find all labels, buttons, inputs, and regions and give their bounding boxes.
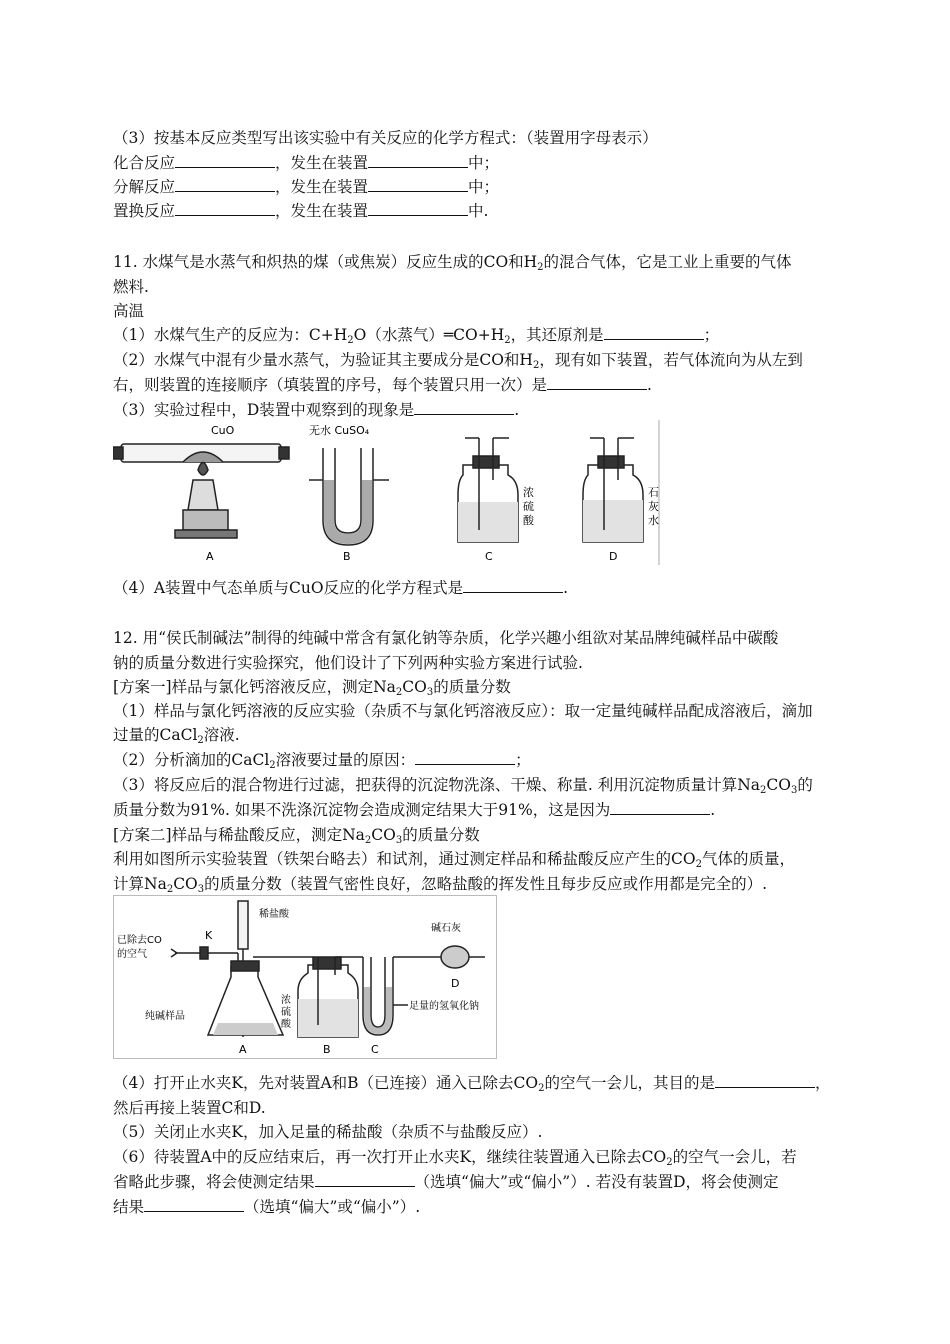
q11-stem: 11. 水煤气是水蒸气和炽热的煤（或焦炭）反应生成的CO和$H_2$的混合气体，它是工业上重要的气体 (113, 253, 792, 273)
q10-row-combination: 化合反应 ，发生在装置 中； (113, 154, 500, 172)
label-d: D (451, 977, 460, 990)
apparatus-d (433, 946, 485, 968)
label-lime: 碱石灰 (431, 923, 461, 934)
label-conc-1: 浓 (281, 995, 291, 1006)
answer-blank[interactable] (315, 1171, 415, 1187)
label-lime-2: 灰 (648, 500, 659, 513)
q11-part4: （4）A装置中气态单质与CuO反应的化学方程式是 . (113, 579, 569, 597)
label-b: B (343, 550, 351, 563)
q12-step3-cont: 质量分数为91%. 如果不洗涤沉淀物会造成测定结果大于91%，这是因为 . (113, 801, 716, 819)
label-acid-3: 酸 (523, 514, 534, 527)
answer-blank[interactable] (415, 749, 515, 765)
q11-apparatus-figure (113, 420, 663, 565)
apparatus-b (298, 957, 363, 1037)
answer-blank[interactable] (368, 176, 468, 192)
q11-part2: （2）水煤气中混有少量水蒸气，为验证其主要成分是CO和$H_2$，现有如下装置，若气体流向为从左到 (113, 351, 803, 371)
q12-apparatus-figure (113, 895, 498, 1060)
label-a: A (239, 1043, 247, 1056)
q12-plan1: [方案一]样品与氯化钙溶液反应，测定$Na_2CO_3$的质量分数 (113, 678, 511, 698)
answer-blank[interactable] (175, 200, 275, 216)
label-conc-2: 硫 (281, 1007, 291, 1018)
answer-blank[interactable] (547, 374, 647, 390)
label-air-2: 的空气 (117, 949, 147, 960)
q12-step6: （6）待装置A中的反应结束后，再一次打开止水夹K，继续往装置通入已除去$CO_2$的空气一会儿，若 (113, 1148, 797, 1168)
q12-step6-end: 结果 （选填“偏大”或“偏小”）. (113, 1198, 421, 1216)
label-d: D (609, 550, 618, 563)
label-acid: 稀盐酸 (259, 909, 289, 920)
q12-step4: （4）打开止水夹K，先对装置A和B（已连接）通入已除去$CO_2$的空气一会儿，其目的是 ， (113, 1074, 831, 1094)
apparatus-c (458, 438, 518, 542)
label-acid-2: 硫 (523, 500, 534, 513)
q10-row-decomposition: 分解反应 ，发生在装置 中； (113, 178, 500, 196)
answer-blank[interactable] (368, 152, 468, 168)
label-naoh: 足量的氢氧化钠 (409, 1001, 479, 1012)
apparatus-d (583, 438, 643, 542)
q12-stem: 12. 用“侯氏制碱法”制得的纯碱中常含有氯化钠等杂质，化学兴趣小组欲对某品牌纯碱样品中碳酸 (113, 629, 779, 647)
q12-step3: （3）将反应后的混合物进行过滤，把获得的沉淀物洗涤、干燥、称量. 利用沉淀物质量计算$Na_2CO_3$的 (113, 776, 813, 796)
answer-blank[interactable] (414, 399, 514, 415)
label-conc-3: 酸 (281, 1019, 291, 1030)
q10-row-displacement: 置换反应 ，发生在装置 中. (113, 202, 489, 220)
answer-blank[interactable] (368, 200, 468, 216)
q12-step6-cont: 省略此步骤，将会使测定结果 （选填“偏大”或“偏小”）. 若没有装置D，将会使测定 (113, 1173, 779, 1191)
q11-stem-cont: 燃料. (113, 278, 149, 296)
answer-blank[interactable] (715, 1072, 815, 1088)
q12-step1: （1）样品与氯化钙溶液的反应实验（杂质不与氯化钙溶液反应）：取一定量纯碱样品配成溶液后，滴加 (113, 702, 813, 720)
q12-step4-cont: 然后再接上装置C和D. (113, 1099, 266, 1117)
apparatus-a (113, 444, 289, 538)
label-acid-1: 浓 (523, 486, 534, 499)
label-cuo: CuO (211, 424, 235, 437)
apparatus-b (309, 448, 389, 545)
label-b: B (323, 1043, 331, 1056)
inlet-pipe (171, 947, 238, 973)
answer-blank[interactable] (175, 152, 275, 168)
label-c: C (485, 550, 493, 563)
answer-blank[interactable] (144, 1196, 244, 1212)
label-lime-3: 水 (648, 514, 659, 527)
label-a: A (206, 550, 214, 563)
label-c: C (371, 1043, 379, 1056)
q11-part1: （1）水煤气生产的反应为：$C+H_2O$（水蒸气）$═CO+H_2$，其还原剂是 ； (113, 326, 720, 346)
answer-blank[interactable] (175, 176, 275, 192)
q12-plan2-desc-cont: 计算$Na_2CO_3$的质量分数（装置气密性良好，忽略盐酸的挥发性且每步反应或作用都是完全的）. (113, 875, 768, 895)
answer-blank[interactable] (610, 799, 710, 815)
q12-plan2-desc: 利用如图所示实验装置（铁架台略去）和试剂，通过测定样品和稀盐酸反应产生的$CO_2$气体的质量， (113, 850, 795, 870)
label-soda: 纯碱样品 (145, 1011, 185, 1022)
answer-blank[interactable] (604, 324, 704, 340)
q10-part3: （3）按基本反应类型写出该实验中有关反应的化学方程式：（装置用字母表示） (113, 129, 658, 147)
label-k: K (205, 929, 213, 942)
q12-plan2: [方案二]样品与稀盐酸反应，测定$Na_2CO_3$的质量分数 (113, 826, 480, 846)
apparatus-c (363, 957, 433, 1035)
q12-step2: （2）分析滴加的CaCl$_2$溶液要过量的原因： ； (113, 751, 531, 771)
q11-condition: 高温 (113, 302, 145, 320)
q11-part3: （3）实验过程中，D装置中观察到的现象是 . (113, 401, 520, 419)
label-air-1: 已除去CO (117, 935, 162, 946)
q12-step5: （5）关闭止水夹K，加入足量的稀盐酸（杂质不与盐酸反应）. (113, 1123, 543, 1141)
q11-part2-cont: 右，则装置的连接顺序（填装置的序号，每个装置只用一次）是 . (113, 376, 652, 394)
label-lime-1: 石 (648, 486, 659, 499)
q12-stem-cont: 钠的质量分数进行实验探究，他们设计了下列两种实验方案进行试验. (113, 654, 583, 672)
q12-step1-cont: 过量的CaCl$_2$溶液. (113, 726, 240, 746)
label-cuso4: 无水 CuSO₄ (309, 424, 370, 437)
answer-blank[interactable] (463, 577, 563, 593)
